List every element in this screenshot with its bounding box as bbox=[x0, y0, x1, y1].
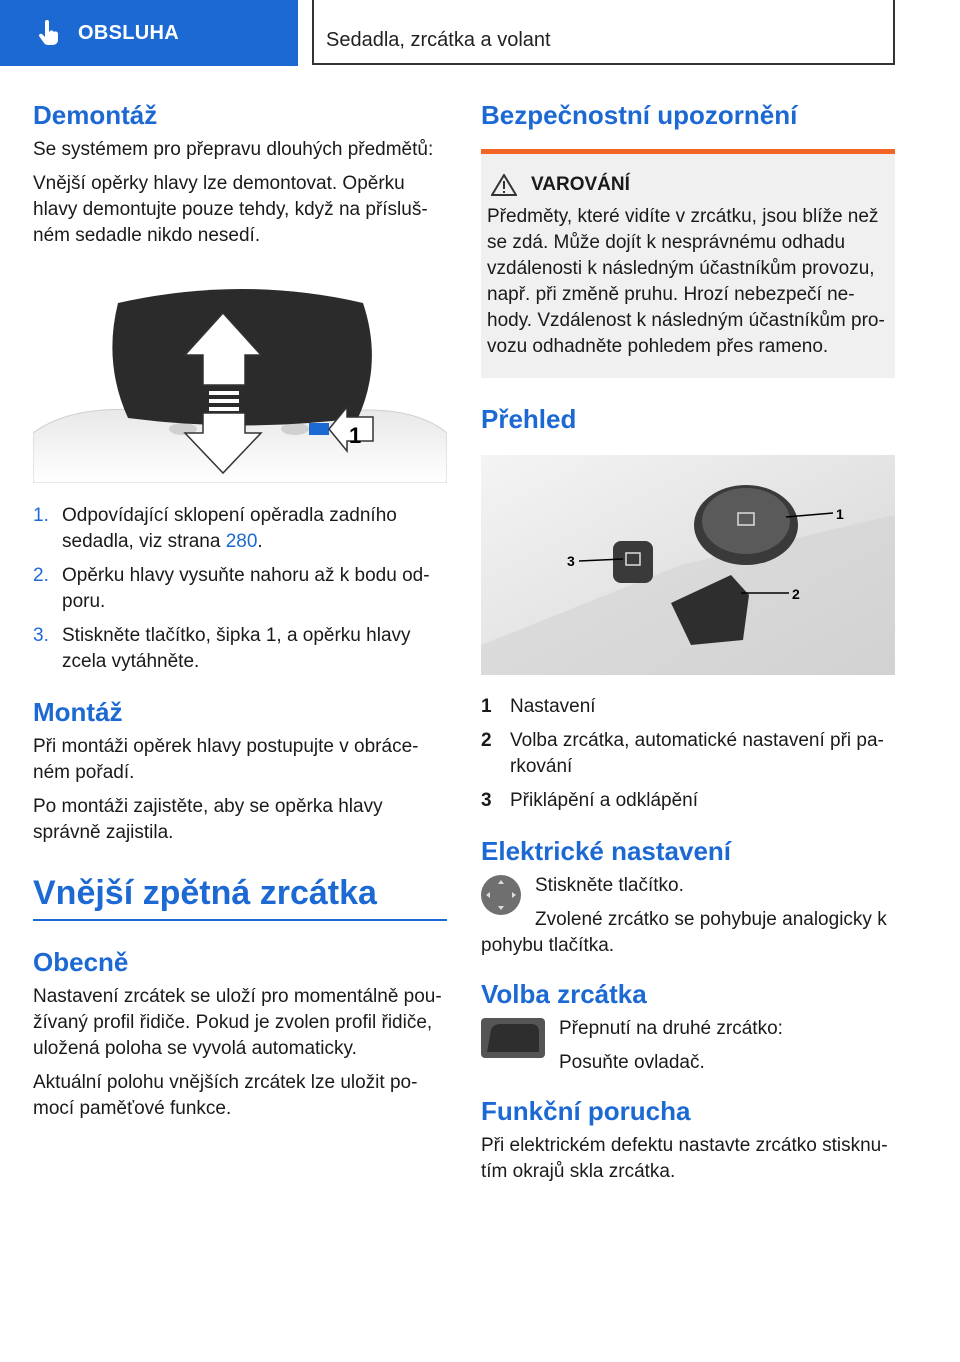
figure-label-1: 1 bbox=[349, 423, 362, 448]
headrest-illustration bbox=[33, 283, 447, 483]
paragraph: Vnější opěrky hlavy lze demontovat. Opěrku hlavy demontujte pouze tehdy, když na příslušném sedadle nikdo nesedí. bbox=[33, 173, 428, 246]
header-divider bbox=[312, 0, 314, 64]
heading-obecne: Obecně bbox=[33, 947, 129, 977]
left-column bbox=[33, 100, 447, 1130]
paragraph: Posuňte ovladač. bbox=[559, 1052, 705, 1073]
figure-label-1: 1 bbox=[836, 506, 844, 522]
paragraph: Se systémem pro přepravu dlouhých předmětů: bbox=[33, 139, 434, 160]
page-link[interactable]: 280 bbox=[225, 531, 258, 552]
instruction-block bbox=[481, 1016, 895, 1076]
paragraph: Zvolené zrcátko se pohybuje analogicky k pohybu tlačítka. bbox=[481, 909, 887, 956]
list-item: 3 Přiklápění a odklápění bbox=[481, 790, 699, 811]
chapter-heading-wrap bbox=[33, 874, 447, 921]
hand-pointer-icon bbox=[36, 20, 62, 46]
heading-porucha: Funkční porucha bbox=[481, 1096, 691, 1126]
mirror-switch-icon bbox=[481, 1018, 545, 1058]
figure-label-2: 2 bbox=[792, 586, 800, 602]
joystick-button-icon bbox=[481, 875, 521, 915]
page-header bbox=[0, 0, 960, 66]
paragraph: Po montáži zajistěte, aby se opěrka hlavy správně zajistila. bbox=[33, 796, 383, 843]
paragraph: Nastavení zrcátek se uloží pro momentálně používaný profil řidiče. Pokud je zvolen profil řidiče, uložená poloha se vyvolá automaticky. bbox=[33, 986, 442, 1059]
paragraph: Při elektrickém defektu nastavte zrcátko stisknutím okrajů skla zrcátka. bbox=[481, 1135, 888, 1182]
warning-label: VAROVÁNÍ bbox=[531, 174, 630, 195]
paragraph: Aktuální polohu vnějších zrcátek lze uložit pomocí paměťové funkce. bbox=[33, 1072, 418, 1119]
list-item: 3. Stiskněte tlačítko, šipka 1, a opěrku hlavy zcela vytáhněte. bbox=[33, 625, 411, 672]
heading-elektricke: Elektrické nastavení bbox=[481, 836, 732, 866]
figure-label-3: 3 bbox=[567, 553, 575, 569]
legend-list bbox=[481, 694, 895, 814]
section-tab bbox=[0, 0, 298, 66]
list-item: 1. Odpovídající sklopení opěradla zadního sedadla, viz strana 280. bbox=[33, 505, 397, 552]
paragraph: Přepnutí na druhé zrcátko: bbox=[559, 1018, 783, 1039]
warning-box bbox=[481, 149, 895, 378]
paragraph: Stiskněte tlačítko. bbox=[535, 875, 684, 896]
heading-safety: Bezpečnostní upozornění bbox=[481, 100, 798, 130]
warning-triangle-icon bbox=[491, 174, 517, 196]
heading-prehled: Přehled bbox=[481, 404, 577, 434]
heading-mirrors: Vnější zpětná zrcátka bbox=[33, 874, 377, 912]
section-label: OBSLUHA bbox=[78, 21, 179, 44]
list-item: 1 Nastavení bbox=[481, 696, 596, 717]
steps-list bbox=[33, 503, 447, 675]
chapter-title: Sedadla, zrcátka a volant bbox=[326, 29, 551, 51]
header-underline bbox=[312, 63, 895, 65]
list-item: 2. Opěrku hlavy vysuňte nahoru až k bodu odporu. bbox=[33, 565, 430, 612]
paragraph: Při montáži opěrek hlavy postupujte v obráceném pořadí. bbox=[33, 736, 419, 783]
heading-montaz: Montáž bbox=[33, 697, 123, 727]
warning-text: Předměty, které vidíte v zrcátku, jsou blíže než se zdá. Může dojít k nesprávnému odhadu vzdálenosti k následným účastníkům provozu, např. při změně pruhu. Hrozí nebezpečí nehody. Vzdálenost k následným účastníkům provozu odhadněte pohledem přes rameno. bbox=[487, 206, 885, 357]
right-column bbox=[481, 100, 895, 1193]
list-item: 2 Volba zrcátka, automatické nastavení při parkování bbox=[481, 730, 884, 777]
instruction-block bbox=[481, 873, 895, 959]
mirror-controls-figure bbox=[481, 455, 895, 675]
heading-demontaz: Demontáž bbox=[33, 100, 158, 130]
header-divider bbox=[893, 0, 895, 64]
headrest-figure bbox=[33, 283, 447, 483]
heading-volba: Volba zrcátka bbox=[481, 979, 647, 1009]
